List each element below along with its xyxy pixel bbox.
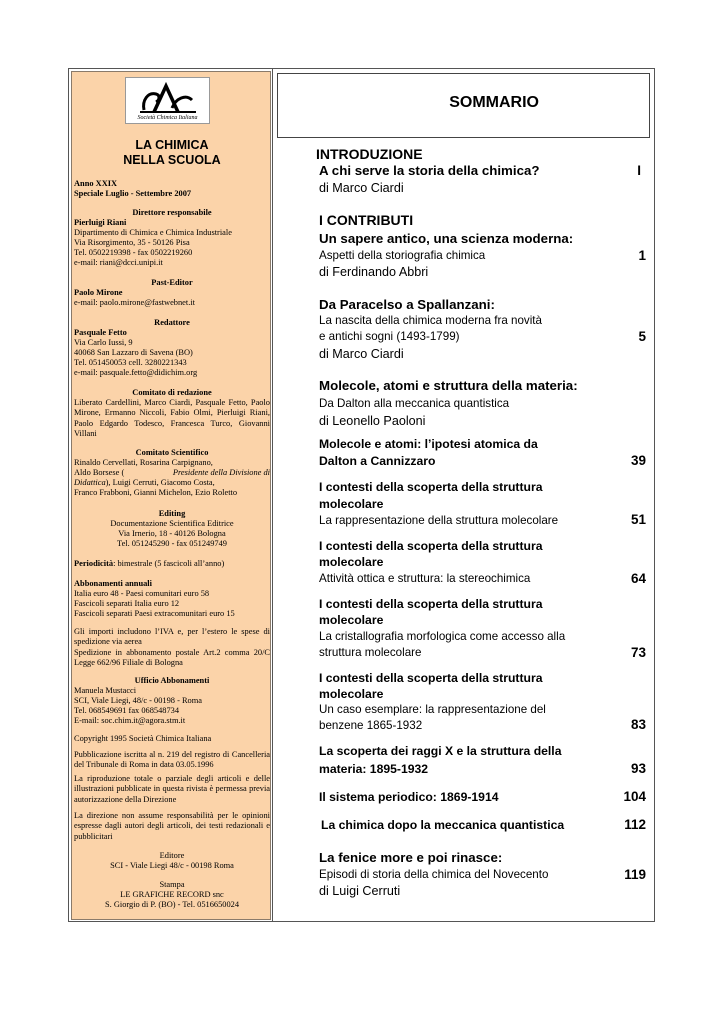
toc-entry-subtitle: benzene 1865-1932	[319, 719, 423, 732]
toc-entry-author: di Leonello Paoloni	[319, 414, 426, 428]
toc-entry-page: 51	[630, 512, 646, 527]
copyright: Copyright 1995 Società Chimica Italiana	[74, 734, 212, 743]
toc-entry-title: Un sapere antico, una scienza moderna:	[319, 231, 574, 246]
riproduzione-note: La riproduzione totale o parziale degli articoli e delle illustrazioni pubblicate in questa rivista è permessa previa autorizzazione della Direzione	[74, 774, 270, 804]
toc-entry-title: I contesti della scoperta della struttura	[319, 597, 543, 611]
toc-entry-page: I	[637, 163, 641, 178]
direttore-heading: Direttore responsabile	[132, 208, 212, 217]
toc-entry-page: 64	[630, 571, 646, 586]
didattica-role: Didattica	[74, 478, 106, 487]
toc-entry-author: di Marco Ciardi	[319, 347, 404, 361]
comitato-redazione-heading: Comitato di redazione	[132, 388, 212, 397]
toc-entry-title: Il sistema periodico: 1869-1914	[319, 790, 499, 804]
direttore-line: Dipartimento di Chimica e Chimica Industriale	[74, 228, 232, 237]
contributi-heading: I CONTRIBUTI	[319, 212, 414, 228]
toc-entry-title: molecolare	[319, 687, 384, 701]
toc-entry-subtitle: Aspetti della storiografia chimica	[319, 249, 486, 262]
sci-logo-icon	[126, 78, 211, 118]
editing-line: Tel. 051245290 - fax 051249749	[117, 539, 227, 548]
redattore-line: 40068 San Lazzaro di Savena (BO)	[74, 348, 193, 357]
abbonamenti-heading: Abbonamenti annuali	[74, 579, 152, 588]
comitato-scientifico-line	[74, 478, 270, 488]
toc-entry-author: di Ferdinando Abbri	[319, 265, 429, 279]
spedizione-note: Spedizione in abbonamento postale Art.2 comma 20/C Legge 662/96 Filiale di Bologna	[74, 648, 270, 668]
toc-entry-page: 119	[624, 867, 646, 882]
direttore-name: Pierluigi Riani	[74, 218, 127, 227]
intro-heading: INTRODUZIONE	[316, 146, 423, 162]
past-editor-email: e-mail: paolo.mirone@fastwebnet.it	[74, 298, 195, 307]
comitato-scientifico-line	[74, 468, 270, 478]
past-editor-heading: Past-Editor	[151, 278, 193, 287]
toc-entry-title: I contesti della scoperta della struttura	[319, 539, 543, 553]
direttore-line: Via Risorgimento, 35 - 50126 Pisa	[74, 238, 190, 247]
abbonamenti-line: Fascicoli separati Paesi extracomunitari euro 15	[74, 609, 235, 618]
toc-entry-page: 112	[624, 817, 646, 832]
toc-entry-title: I contesti della scoperta della struttura	[319, 671, 543, 685]
redattore-line: e-mail: pasquale.fetto@didichim.org	[74, 368, 198, 377]
ufficio-line: Tel. 068549691 fax 068548734	[74, 706, 180, 715]
stampa-line: S. Giorgio di P. (BO) - Tel. 0516650024	[104, 900, 240, 909]
comitato-scientifico-heading: Comitato Scientifico	[135, 448, 209, 457]
ufficio-line: E-mail: soc.chim.it@agora.stm.it	[74, 716, 186, 725]
comitato-scientifico-line: Franco Frabboni, Gianni Michelon, Ezio Roletto	[74, 488, 238, 497]
magazine-title-line-2: NELLA SCUOLA	[123, 153, 221, 167]
past-editor-name: Paolo Mirone	[74, 288, 123, 297]
comitato-scientifico-line: Rinaldo Cervellati, Rosarina Carpignano,	[74, 458, 213, 467]
abbonamenti-line: Fascicoli separati Italia euro 12	[74, 599, 180, 608]
toc-entry-subtitle: Attività ottica e struttura: la stereochimica	[319, 572, 531, 585]
toc-entry-subtitle: struttura molecolare	[319, 646, 422, 659]
toc-entry-title: Molecole e atomi: l’ipotesi atomica da	[319, 437, 538, 451]
redattore-line: Via Carlo Iussi, 9	[74, 338, 133, 347]
toc-entry-subtitle: La cristallografia morfologica come accesso alla	[319, 630, 566, 643]
toc-entry-title: I contesti della scoperta della struttura	[319, 480, 543, 494]
toc-entry-title: molecolare	[319, 497, 384, 511]
toc-entry-page: 104	[623, 789, 646, 804]
toc-entry-title: Molecole, atomi e struttura della materia:	[319, 378, 578, 393]
comitato-scientifico-rest: ), Luigi Cerruti, Giacomo Costa,	[105, 478, 215, 487]
toc-entry-page: 93	[630, 761, 646, 776]
issue-period: Speciale Luglio - Settembre 2007	[74, 189, 192, 198]
toc-entry-title: Da Paracelso a Spallanzani:	[319, 297, 495, 312]
editing-heading: Editing	[158, 509, 186, 518]
toc-entry-page: 1	[638, 248, 646, 263]
editore-heading: Editore	[159, 851, 185, 860]
stampa-line: LE GRAFICHE RECORD snc	[120, 890, 224, 899]
responsabilita-note: La direzione non assume responsabilità per le opinioni espresse dagli autori degli articoli, dei testi redazionali e pubblicitari	[74, 811, 270, 841]
abbonamenti-line: Italia euro 48 - Paesi comunitari euro 58	[74, 589, 210, 598]
comitato-redazione-members: Liberato Cardellini, Marco Ciardi, Pasquale Fetto, Paolo Mirone, Ermanno Niccoli, Fabio Olmi, Pierluigi Riani, Paolo Edgardo Todesco, Francesca Turco, Giovanni Villani	[74, 398, 270, 438]
masthead-sidebar	[71, 71, 271, 920]
ufficio-abbonamenti-heading: Ufficio Abbonamenti	[134, 676, 210, 685]
aldo-borsese: Aldo Borsese (	[74, 468, 125, 477]
toc-entry-title: molecolare	[319, 613, 384, 627]
toc-entry-title: La scoperta dei raggi X e la struttura della	[319, 744, 562, 758]
editing-line: Documentazione Scientifica Editrice	[110, 519, 234, 528]
toc-entry-subtitle: Episodi di storia della chimica del Novecento	[319, 868, 549, 881]
toc-entry-title: La chimica dopo la meccanica quantistica	[321, 818, 565, 832]
column-divider	[272, 68, 273, 922]
redattore-heading: Redattore	[154, 318, 190, 327]
presidente-role: Presidente della Divisione di	[172, 468, 270, 477]
editore-address: SCI - Viale Liegi 48/c - 00198 Roma	[110, 861, 234, 870]
toc-entry-page: 5	[638, 329, 646, 344]
toc-entry-subtitle: La rappresentazione della struttura molecolare	[319, 514, 559, 527]
toc-entry-subtitle: La nascita della chimica moderna fra novità	[319, 314, 542, 327]
periodicita-value: : bimestrale (5 fascicoli all’anno)	[113, 559, 225, 568]
periodicita	[74, 559, 270, 569]
toc-entry-title: materia: 1895-1932	[319, 762, 429, 776]
editing-line: Via Irnerio, 18 - 40126 Bologna	[118, 529, 226, 538]
toc-entry-author: di Marco Ciardi	[319, 181, 404, 195]
toc-entry-author: di Luigi Cerruti	[319, 884, 401, 898]
redattore-name: Pasquale Fetto	[74, 328, 127, 337]
ufficio-line: SCI, Viale Liegi, 48/c - 00198 - Roma	[74, 696, 202, 705]
periodicita-label: Periodicità	[74, 559, 114, 568]
logo-caption: Società Chimica Italiana	[137, 115, 198, 121]
toc-entry-subtitle: e antichi sogni (1493-1799)	[319, 330, 460, 343]
toc-entry-page: 39	[630, 453, 646, 468]
sci-logo	[125, 77, 210, 124]
direttore-line: Tel. 0502219398 - fax 0502219260	[74, 248, 193, 257]
toc-entry-subtitle: Un caso esemplare: la rappresentazione del	[319, 703, 546, 716]
toc-entry-title: molecolare	[319, 555, 384, 569]
issue-year: Anno XXIX	[74, 179, 118, 188]
iva-note: Gli importi includono l’IVA e, per l’estero le spese di spedizione via aerea	[74, 627, 270, 647]
toc-entry-subtitle: Da Dalton alla meccanica quantistica	[319, 397, 510, 410]
toc-entry-page: 83	[630, 717, 646, 732]
toc-entry-title: La fenice more e poi rinasce:	[319, 850, 503, 865]
sommario-header	[277, 73, 650, 138]
toc-entry-title: Dalton a Cannizzaro	[319, 454, 436, 468]
toc-entry-title: A chi serve la storia della chimica?	[319, 163, 540, 178]
magazine-title-line-1: LA CHIMICA	[135, 138, 209, 152]
sommario-title: SOMMARIO	[449, 94, 539, 111]
direttore-line: e-mail: riani@dcci.unipi.it	[74, 258, 163, 267]
pubblicazione-note: Pubblicazione iscritta al n. 219 del registro di Cancelleria del Tribunale di Roma in data 03.05.1996	[74, 750, 270, 770]
toc-entry-page: 73	[630, 645, 646, 660]
redattore-line: Tel. 051450053 cell. 3280221343	[74, 358, 187, 367]
stampa-heading: Stampa	[159, 880, 185, 889]
ufficio-line: Manuela Mustacci	[74, 686, 137, 695]
